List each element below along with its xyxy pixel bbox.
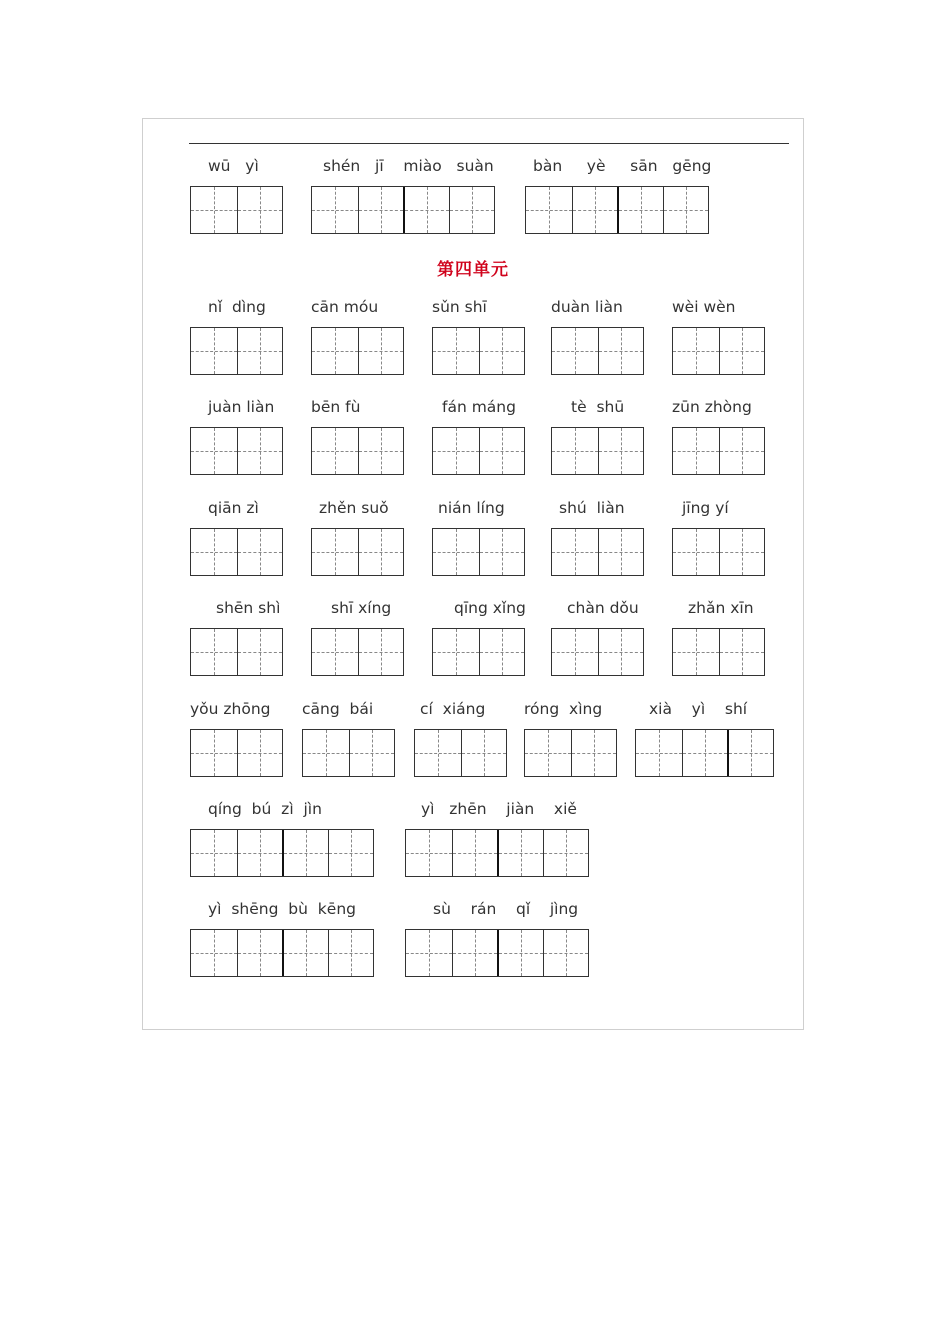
- pinyin-label: sù rán qǐ jìng: [433, 900, 579, 918]
- writing-grid[interactable]: [190, 929, 374, 977]
- tianzige-cell[interactable]: [543, 830, 589, 876]
- writing-grid[interactable]: [551, 628, 644, 676]
- tianzige-cell[interactable]: [191, 830, 237, 876]
- tianzige-cell[interactable]: [328, 830, 374, 876]
- tianzige-cell[interactable]: [237, 830, 283, 876]
- tianzige-cell[interactable]: [191, 187, 237, 233]
- unit-heading: 第四单元: [437, 260, 509, 280]
- writing-grid[interactable]: [190, 327, 283, 375]
- writing-grid[interactable]: [672, 628, 765, 676]
- tianzige-cell[interactable]: [719, 529, 765, 575]
- tianzige-cell[interactable]: [552, 629, 598, 675]
- writing-grid[interactable]: [311, 427, 404, 475]
- tianzige-cell[interactable]: [191, 428, 237, 474]
- writing-grid[interactable]: [432, 628, 525, 676]
- writing-grid[interactable]: [405, 929, 589, 977]
- pinyin-label: qīng xǐng: [454, 599, 526, 617]
- tianzige-cell[interactable]: [406, 930, 452, 976]
- worksheet-page: [142, 118, 804, 1030]
- pinyin-label: cāng bái: [302, 700, 374, 718]
- tianzige-cell[interactable]: [403, 187, 449, 233]
- tianzige-cell[interactable]: [191, 529, 237, 575]
- tianzige-cell[interactable]: [543, 930, 589, 976]
- tianzige-cell[interactable]: [526, 187, 572, 233]
- tianzige-cell[interactable]: [617, 187, 663, 233]
- tianzige-cell[interactable]: [479, 529, 525, 575]
- pinyin-label: qíng bú zì jìn: [208, 800, 322, 818]
- tianzige-cell[interactable]: [673, 328, 719, 374]
- pinyin-label: shī xíng: [331, 599, 392, 617]
- tianzige-cell[interactable]: [358, 428, 404, 474]
- tianzige-cell[interactable]: [237, 529, 283, 575]
- pinyin-label: qiān zì: [208, 499, 259, 517]
- writing-grid[interactable]: [672, 528, 765, 576]
- pinyin-label: yǒu zhōng: [190, 700, 271, 718]
- tianzige-cell[interactable]: [328, 930, 374, 976]
- pinyin-label: zhěn suǒ: [319, 499, 389, 517]
- tianzige-cell[interactable]: [191, 629, 237, 675]
- writing-grid[interactable]: [525, 186, 709, 234]
- tianzige-cell[interactable]: [598, 529, 644, 575]
- tianzige-cell[interactable]: [727, 730, 773, 776]
- tianzige-cell[interactable]: [312, 428, 358, 474]
- pinyin-label: wū yì: [208, 157, 259, 175]
- pinyin-label: nǐ dìng: [208, 298, 266, 316]
- pinyin-label: bàn yè sān gēng: [533, 157, 712, 175]
- pinyin-label: shēn shì: [216, 599, 281, 617]
- tianzige-cell[interactable]: [479, 629, 525, 675]
- tianzige-cell[interactable]: [449, 187, 495, 233]
- pinyin-label: chàn dǒu: [567, 599, 639, 617]
- tianzige-cell[interactable]: [682, 730, 728, 776]
- tianzige-cell[interactable]: [237, 930, 283, 976]
- tianzige-cell[interactable]: [303, 730, 349, 776]
- writing-grid[interactable]: [524, 729, 617, 777]
- tianzige-cell[interactable]: [572, 187, 618, 233]
- tianzige-cell[interactable]: [433, 428, 479, 474]
- tianzige-cell[interactable]: [237, 187, 283, 233]
- writing-grid[interactable]: [432, 327, 525, 375]
- tianzige-cell[interactable]: [552, 328, 598, 374]
- writing-grid[interactable]: [405, 829, 589, 877]
- writing-grid[interactable]: [311, 528, 404, 576]
- pinyin-label: fán máng: [442, 398, 516, 416]
- pinyin-label: sǔn shī: [432, 298, 487, 316]
- tianzige-cell[interactable]: [415, 730, 461, 776]
- tianzige-cell[interactable]: [312, 187, 358, 233]
- tianzige-cell[interactable]: [552, 428, 598, 474]
- pinyin-label: juàn liàn: [208, 398, 275, 416]
- tianzige-cell[interactable]: [237, 730, 283, 776]
- tianzige-cell[interactable]: [525, 730, 571, 776]
- tianzige-cell[interactable]: [282, 930, 328, 976]
- writing-grid[interactable]: [190, 628, 283, 676]
- tianzige-cell[interactable]: [452, 830, 498, 876]
- tianzige-cell[interactable]: [433, 529, 479, 575]
- tianzige-cell[interactable]: [406, 830, 452, 876]
- tianzige-cell[interactable]: [497, 830, 543, 876]
- tianzige-cell[interactable]: [312, 529, 358, 575]
- tianzige-cell[interactable]: [719, 428, 765, 474]
- tianzige-cell[interactable]: [358, 187, 404, 233]
- writing-grid[interactable]: [311, 628, 404, 676]
- writing-grid[interactable]: [190, 427, 283, 475]
- tianzige-cell[interactable]: [571, 730, 617, 776]
- tianzige-cell[interactable]: [719, 328, 765, 374]
- writing-grid[interactable]: [551, 327, 644, 375]
- writing-grid[interactable]: [414, 729, 507, 777]
- writing-grid[interactable]: [302, 729, 395, 777]
- tianzige-cell[interactable]: [673, 629, 719, 675]
- tianzige-cell[interactable]: [191, 328, 237, 374]
- writing-grid[interactable]: [551, 528, 644, 576]
- pinyin-label: tè shū: [571, 398, 625, 416]
- pinyin-label: jīng yí: [682, 499, 729, 517]
- writing-grid[interactable]: [311, 186, 495, 234]
- tianzige-cell[interactable]: [312, 629, 358, 675]
- writing-grid[interactable]: [311, 327, 404, 375]
- writing-grid[interactable]: [551, 427, 644, 475]
- pinyin-label: yì shēng bù kēng: [208, 900, 356, 918]
- pinyin-label: wèi wèn: [672, 298, 736, 316]
- tianzige-cell[interactable]: [237, 328, 283, 374]
- tianzige-cell[interactable]: [358, 629, 404, 675]
- tianzige-cell[interactable]: [358, 328, 404, 374]
- writing-grid[interactable]: [672, 327, 765, 375]
- tianzige-cell[interactable]: [598, 629, 644, 675]
- writing-grid[interactable]: [190, 729, 283, 777]
- tianzige-cell[interactable]: [237, 428, 283, 474]
- tianzige-cell[interactable]: [433, 328, 479, 374]
- tianzige-cell[interactable]: [673, 428, 719, 474]
- tianzige-cell[interactable]: [433, 629, 479, 675]
- pinyin-label: shú liàn: [559, 499, 625, 517]
- tianzige-cell[interactable]: [479, 428, 525, 474]
- pinyin-label: nián líng: [438, 499, 505, 517]
- tianzige-cell[interactable]: [452, 930, 498, 976]
- tianzige-cell[interactable]: [719, 629, 765, 675]
- writing-grid[interactable]: [190, 829, 374, 877]
- tianzige-cell[interactable]: [552, 529, 598, 575]
- pinyin-label: duàn liàn: [551, 298, 623, 316]
- writing-grid[interactable]: [672, 427, 765, 475]
- pinyin-label: zhǎn xīn: [688, 599, 754, 617]
- pinyin-label: shén jī miào suàn: [323, 157, 494, 175]
- tianzige-cell[interactable]: [479, 328, 525, 374]
- pinyin-label: cí xiáng: [420, 700, 486, 718]
- tianzige-cell[interactable]: [598, 328, 644, 374]
- tianzige-cell[interactable]: [191, 930, 237, 976]
- writing-grid[interactable]: [635, 729, 774, 777]
- tianzige-cell[interactable]: [282, 830, 328, 876]
- tianzige-cell[interactable]: [191, 730, 237, 776]
- pinyin-label: zūn zhòng: [672, 398, 752, 416]
- tianzige-cell[interactable]: [237, 629, 283, 675]
- writing-grid[interactable]: [190, 528, 283, 576]
- tianzige-cell[interactable]: [636, 730, 682, 776]
- tianzige-cell[interactable]: [312, 328, 358, 374]
- tianzige-cell[interactable]: [461, 730, 507, 776]
- pinyin-label: cān móu: [311, 298, 379, 316]
- writing-grid[interactable]: [432, 528, 525, 576]
- tianzige-cell[interactable]: [598, 428, 644, 474]
- writing-grid[interactable]: [432, 427, 525, 475]
- tianzige-cell[interactable]: [349, 730, 395, 776]
- tianzige-cell[interactable]: [673, 529, 719, 575]
- tianzige-cell[interactable]: [497, 930, 543, 976]
- pinyin-label: bēn fù: [311, 398, 361, 416]
- writing-grid[interactable]: [190, 186, 283, 234]
- tianzige-cell[interactable]: [663, 187, 709, 233]
- pinyin-label: yì zhēn jiàn xiě: [421, 800, 577, 818]
- tianzige-cell[interactable]: [358, 529, 404, 575]
- pinyin-label: xià yì shí: [649, 700, 748, 718]
- pinyin-label: róng xìng: [524, 700, 603, 718]
- top-rule: [189, 143, 789, 144]
